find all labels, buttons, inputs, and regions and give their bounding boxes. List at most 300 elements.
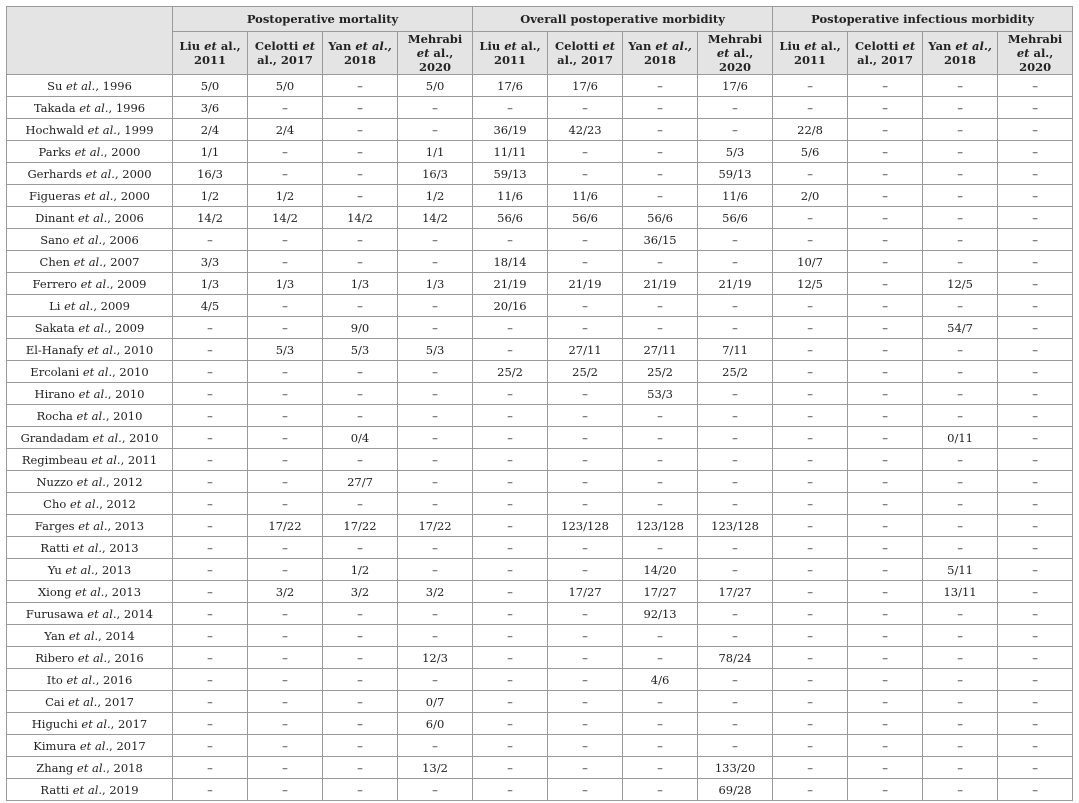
study-author: Ercolani [30, 364, 83, 379]
value-cell: 54/7 [923, 317, 998, 339]
study-year: , 1999 [116, 122, 154, 137]
value-cell: 25/2 [698, 361, 773, 383]
value-cell: – [398, 779, 473, 801]
study-etal: et al. [78, 210, 108, 225]
value-cell: – [398, 603, 473, 625]
value-cell: – [173, 647, 248, 669]
value-cell: – [698, 713, 773, 735]
value-cell: – [623, 691, 698, 713]
study-year: , 2007 [102, 254, 140, 269]
value-cell: 14/20 [623, 559, 698, 581]
study-author: Kimura [33, 738, 80, 753]
value-cell: – [998, 75, 1073, 97]
value-cell: 7/11 [698, 339, 773, 361]
value-cell: – [323, 493, 398, 515]
value-cell: – [173, 339, 248, 361]
value-cell: – [848, 515, 923, 537]
value-cell: – [998, 779, 1073, 801]
study-cell [7, 273, 173, 295]
value-cell: 5/3 [323, 339, 398, 361]
study-year: , 2010 [121, 430, 159, 445]
value-cell: – [923, 493, 998, 515]
value-cell: 25/2 [548, 361, 623, 383]
value-cell: – [698, 559, 773, 581]
study-author: Ito [46, 672, 67, 687]
study-year: , 2010 [107, 386, 145, 401]
value-cell: – [998, 603, 1073, 625]
value-cell: – [998, 119, 1073, 141]
value-cell: – [848, 449, 923, 471]
value-cell: – [323, 163, 398, 185]
value-cell: – [848, 603, 923, 625]
value-cell: – [398, 669, 473, 691]
value-cell: – [398, 361, 473, 383]
value-cell: – [548, 647, 623, 669]
value-cell: – [473, 383, 548, 405]
value-cell: – [248, 735, 323, 757]
value-cell: – [848, 383, 923, 405]
study-etal: et al. [72, 232, 103, 247]
table-row [7, 559, 1073, 581]
study-cell [7, 603, 173, 625]
value-cell: – [323, 713, 398, 735]
value-cell: – [173, 691, 248, 713]
value-cell: – [923, 669, 998, 691]
value-cell: – [323, 119, 398, 141]
value-cell: 36/19 [473, 119, 548, 141]
value-cell: 56/6 [548, 207, 623, 229]
value-cell: 2/0 [773, 185, 848, 207]
morbidity-mortality-table [6, 6, 1073, 801]
study-etal: et al. [64, 298, 94, 313]
study-year: , 2013 [107, 518, 145, 533]
value-cell: 3/3 [173, 251, 248, 273]
value-cell: – [623, 537, 698, 559]
study-cell [7, 229, 173, 251]
study-year: , 1996 [108, 100, 146, 115]
study-year: , 2019 [102, 782, 139, 797]
value-cell: – [698, 295, 773, 317]
value-cell: – [323, 295, 398, 317]
study-author: Regimbeau [21, 452, 92, 467]
value-cell: – [773, 493, 848, 515]
value-cell: – [998, 295, 1073, 317]
study-year: , 2012 [105, 474, 143, 489]
value-cell: 4/6 [623, 669, 698, 691]
value-cell: – [848, 339, 923, 361]
value-cell: – [323, 537, 398, 559]
value-cell: 1/1 [398, 141, 473, 163]
value-cell: – [548, 779, 623, 801]
value-cell: – [698, 405, 773, 427]
value-cell: – [848, 537, 923, 559]
table-row [7, 317, 1073, 339]
value-cell: – [623, 97, 698, 119]
review-etal: et [716, 46, 730, 60]
study-cell [7, 559, 173, 581]
review-year: al., 2020 [419, 46, 454, 74]
table-row [7, 493, 1073, 515]
value-cell: – [173, 603, 248, 625]
value-cell: – [848, 779, 923, 801]
value-cell: – [548, 427, 623, 449]
value-cell: – [173, 361, 248, 383]
value-cell: – [923, 449, 998, 471]
review-author: Celotti [554, 39, 603, 53]
value-cell: – [548, 713, 623, 735]
value-cell: 53/3 [623, 383, 698, 405]
value-cell: – [923, 471, 998, 493]
value-cell: – [623, 251, 698, 273]
value-cell: 36/15 [623, 229, 698, 251]
study-cell [7, 295, 173, 317]
value-cell: – [998, 273, 1073, 295]
value-cell: – [623, 75, 698, 97]
value-cell: – [548, 97, 623, 119]
value-cell: – [773, 603, 848, 625]
value-cell: – [773, 669, 848, 691]
value-cell: – [923, 691, 998, 713]
study-author: Li [49, 298, 65, 313]
value-cell: 12/3 [398, 647, 473, 669]
study-etal: et al. [84, 188, 114, 203]
value-cell: 12/5 [923, 273, 998, 295]
study-year: , 2013 [94, 562, 132, 577]
review-year: al., 2020 [719, 46, 754, 74]
value-cell: – [473, 779, 548, 801]
value-cell: – [623, 647, 698, 669]
study-etal: et al. [68, 694, 98, 709]
value-cell: – [398, 251, 473, 273]
value-cell: – [473, 559, 548, 581]
value-cell: – [248, 625, 323, 647]
study-etal: et al. [76, 474, 106, 489]
value-cell: – [773, 647, 848, 669]
value-cell: – [548, 757, 623, 779]
study-year: , 2006 [107, 210, 144, 225]
study-author: Rocha [36, 408, 77, 423]
value-cell: – [998, 647, 1073, 669]
value-cell: 20/16 [473, 295, 548, 317]
value-cell: – [398, 625, 473, 647]
value-cell: – [548, 317, 623, 339]
study-cell [7, 383, 173, 405]
table-row [7, 581, 1073, 603]
value-cell: – [623, 713, 698, 735]
value-cell: – [773, 361, 848, 383]
value-cell: – [248, 141, 323, 163]
study-cell [7, 581, 173, 603]
study-author: Ratti [40, 540, 73, 555]
table-row [7, 713, 1073, 735]
value-cell: – [623, 119, 698, 141]
value-cell: – [848, 97, 923, 119]
study-author: Ratti [40, 782, 73, 797]
value-cell: – [998, 559, 1073, 581]
review-author: Yan [928, 39, 956, 53]
value-cell: – [848, 625, 923, 647]
value-cell: – [548, 295, 623, 317]
value-cell: – [773, 207, 848, 229]
value-cell: 11/6 [473, 185, 548, 207]
value-cell: – [173, 735, 248, 757]
study-etal: et al. [73, 254, 103, 269]
value-cell: – [473, 691, 548, 713]
study-author: Xiong [37, 584, 76, 599]
value-cell: – [548, 493, 623, 515]
value-cell: – [548, 603, 623, 625]
value-cell: – [848, 581, 923, 603]
value-cell: 25/2 [623, 361, 698, 383]
value-cell: – [923, 229, 998, 251]
value-cell: – [848, 207, 923, 229]
value-cell: – [773, 581, 848, 603]
value-cell: – [623, 141, 698, 163]
value-cell: – [548, 405, 623, 427]
value-cell: – [323, 603, 398, 625]
value-cell: – [848, 691, 923, 713]
study-etal: et al. [78, 518, 108, 533]
value-cell: 69/28 [698, 779, 773, 801]
value-cell: 11/6 [548, 185, 623, 207]
value-cell: – [773, 757, 848, 779]
study-etal: et al. [72, 782, 103, 797]
table-row [7, 251, 1073, 273]
value-cell: – [998, 339, 1073, 361]
value-cell: – [923, 119, 998, 141]
value-cell: – [998, 691, 1073, 713]
study-cell [7, 515, 173, 537]
study-cell [7, 647, 173, 669]
value-cell: – [698, 427, 773, 449]
value-cell: – [323, 735, 398, 757]
value-cell: – [398, 119, 473, 141]
value-cell: – [998, 251, 1073, 273]
value-cell: – [848, 405, 923, 427]
table-row [7, 185, 1073, 207]
study-etal: et al. [91, 452, 121, 467]
value-cell: – [698, 449, 773, 471]
review-year: al., 2017 [257, 53, 313, 67]
value-cell: 123/128 [698, 515, 773, 537]
study-etal: et al. [76, 408, 106, 423]
value-cell: 16/3 [173, 163, 248, 185]
study-cell [7, 449, 173, 471]
table-row [7, 449, 1073, 471]
review-header-cell [398, 32, 473, 75]
value-cell: – [698, 97, 773, 119]
study-etal: et al. [79, 738, 110, 753]
value-cell: – [848, 669, 923, 691]
value-cell: – [923, 735, 998, 757]
value-cell: – [773, 339, 848, 361]
value-cell: 3/2 [248, 581, 323, 603]
value-cell: 17/27 [623, 581, 698, 603]
review-author: Mehrabi [707, 32, 763, 46]
value-cell: – [323, 185, 398, 207]
value-cell: – [923, 295, 998, 317]
value-cell: – [248, 471, 323, 493]
value-cell: 17/6 [473, 75, 548, 97]
value-cell: – [248, 647, 323, 669]
value-cell: – [473, 229, 548, 251]
review-year: al., 2011 [193, 39, 241, 67]
study-author: Yu [47, 562, 66, 577]
value-cell: – [398, 405, 473, 427]
value-cell: – [923, 515, 998, 537]
value-cell: – [923, 185, 998, 207]
value-cell: – [548, 471, 623, 493]
value-cell: 0/7 [398, 691, 473, 713]
review-etal: et al., [355, 39, 392, 53]
value-cell: – [248, 713, 323, 735]
value-cell: – [248, 229, 323, 251]
value-cell: – [248, 669, 323, 691]
study-etal: et al. [78, 320, 108, 335]
table-row [7, 119, 1073, 141]
study-author: Sano [40, 232, 73, 247]
value-cell: – [623, 317, 698, 339]
value-cell: – [248, 493, 323, 515]
value-cell: 123/128 [548, 515, 623, 537]
review-author: Liu [779, 39, 805, 53]
study-author: Ribero [35, 650, 78, 665]
study-author: Chen [39, 254, 74, 269]
value-cell: 123/128 [623, 515, 698, 537]
group-header-infectious-morbidity: Postoperative infectious morbidity [773, 7, 1073, 32]
value-cell: – [323, 141, 398, 163]
value-cell: – [698, 383, 773, 405]
study-etal: et al. [85, 166, 115, 181]
table-row [7, 339, 1073, 361]
review-author: Yan [628, 39, 656, 53]
value-cell: 1/1 [173, 141, 248, 163]
review-header-cell [548, 32, 623, 75]
value-cell: – [248, 97, 323, 119]
value-cell: – [398, 383, 473, 405]
table-row [7, 779, 1073, 801]
value-cell: – [698, 471, 773, 493]
value-cell: – [998, 405, 1073, 427]
study-cell [7, 493, 173, 515]
value-cell: – [998, 471, 1073, 493]
study-etal: et al. [72, 540, 103, 555]
value-cell: – [398, 493, 473, 515]
study-year: , 2010 [112, 364, 149, 379]
study-year: , 2014 [116, 606, 154, 621]
value-cell: – [398, 449, 473, 471]
study-author: Hochwald [25, 122, 88, 137]
value-cell: 42/23 [548, 119, 623, 141]
table-row [7, 361, 1073, 383]
value-cell: 56/6 [698, 207, 773, 229]
value-cell: – [698, 493, 773, 515]
value-cell: – [998, 713, 1073, 735]
value-cell: – [323, 647, 398, 669]
value-cell: – [473, 317, 548, 339]
study-year: , 2014 [98, 628, 135, 643]
value-cell: – [173, 625, 248, 647]
review-author: Celotti [854, 39, 903, 53]
study-author: Hirano [34, 386, 79, 401]
value-cell: 2/4 [173, 119, 248, 141]
value-cell: – [323, 229, 398, 251]
review-etal: et al., [955, 39, 992, 53]
value-cell: – [698, 317, 773, 339]
value-cell: – [848, 471, 923, 493]
value-cell: – [923, 757, 998, 779]
study-cell [7, 97, 173, 119]
value-cell: – [173, 669, 248, 691]
value-cell: – [923, 383, 998, 405]
review-year: al., 2017 [857, 53, 913, 67]
value-cell: – [548, 229, 623, 251]
value-cell: – [923, 361, 998, 383]
value-cell: 6/0 [398, 713, 473, 735]
value-cell: 21/19 [623, 273, 698, 295]
value-cell: 5/3 [698, 141, 773, 163]
value-cell: 1/3 [248, 273, 323, 295]
value-cell: – [773, 75, 848, 97]
value-cell: – [473, 493, 548, 515]
review-header-cell [623, 32, 698, 75]
value-cell: 5/6 [773, 141, 848, 163]
value-cell: – [473, 427, 548, 449]
value-cell: – [998, 97, 1073, 119]
study-year: , 2006 [102, 232, 139, 247]
value-cell: – [698, 603, 773, 625]
value-cell: – [173, 471, 248, 493]
group-header-overall-morbidity: Overall postoperative morbidity [473, 7, 773, 32]
value-cell: 27/7 [323, 471, 398, 493]
value-cell: – [398, 295, 473, 317]
review-year: 2018 [343, 53, 376, 67]
value-cell: – [923, 251, 998, 273]
value-cell: – [773, 779, 848, 801]
value-cell: – [623, 779, 698, 801]
value-cell: – [773, 559, 848, 581]
study-author: Takada [33, 100, 80, 115]
value-cell: – [998, 537, 1073, 559]
value-cell: – [473, 669, 548, 691]
table-row [7, 427, 1073, 449]
study-etal: et al. [80, 276, 110, 291]
value-cell: – [473, 713, 548, 735]
value-cell: 12/5 [773, 273, 848, 295]
value-cell: 11/11 [473, 141, 548, 163]
value-cell: – [998, 185, 1073, 207]
value-cell: – [473, 339, 548, 361]
review-header-cell [773, 32, 848, 75]
study-year: , 2011 [120, 452, 158, 467]
value-cell: – [698, 119, 773, 141]
value-cell: – [173, 779, 248, 801]
review-header-cell [248, 32, 323, 75]
study-author: Higuchi [31, 716, 82, 731]
study-author: Gerhards [27, 166, 86, 181]
study-etal: et al. [66, 78, 96, 93]
value-cell: – [848, 185, 923, 207]
value-cell: 5/3 [248, 339, 323, 361]
table-row [7, 163, 1073, 185]
value-cell: – [698, 691, 773, 713]
value-cell: – [998, 757, 1073, 779]
study-cell [7, 405, 173, 427]
value-cell: 9/0 [323, 317, 398, 339]
value-cell: – [623, 449, 698, 471]
value-cell: – [323, 669, 398, 691]
value-cell: 22/8 [773, 119, 848, 141]
